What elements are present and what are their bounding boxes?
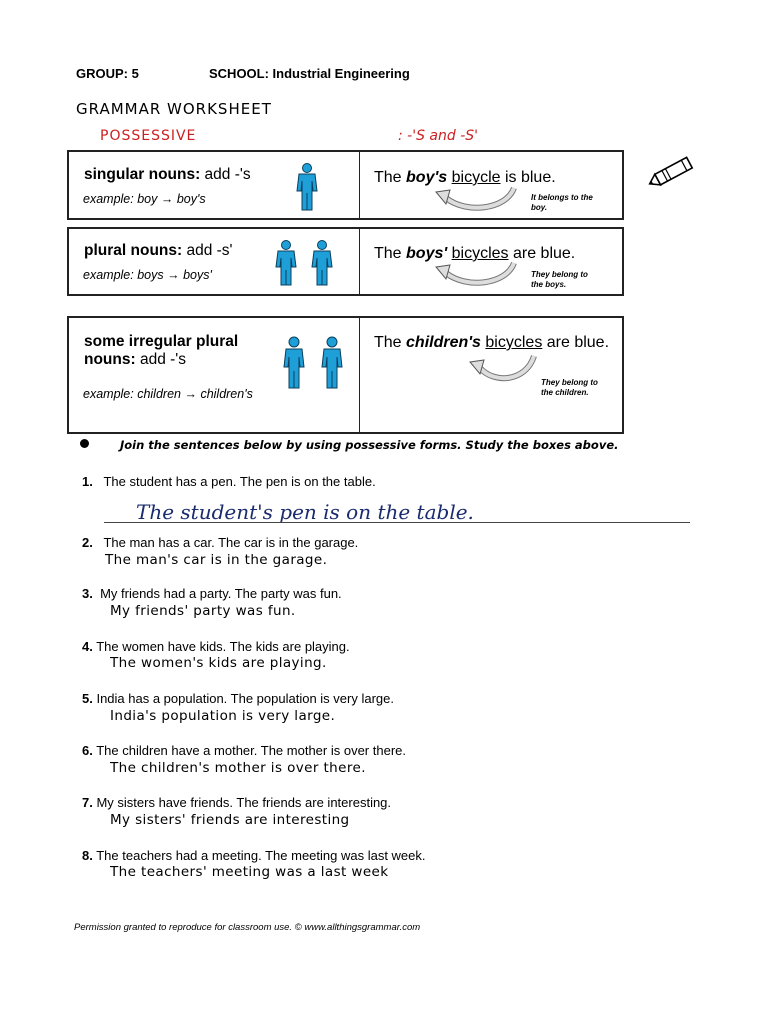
sentence-singular: The boy's bicycle is blue.: [374, 169, 556, 186]
pencil-icon: [646, 152, 702, 192]
possession-arrow-icon: [426, 259, 526, 289]
possession-arrow-icon: [426, 184, 526, 214]
rule-singular: singular nouns: add -'s: [84, 166, 251, 183]
sentence-irregular: The children's bicycles are blue.: [374, 334, 610, 351]
note-plural: They belong to the boys.: [531, 270, 588, 289]
footer-permission: Permission granted to reproduce for classroom use. © www.allthingsgrammar.com: [74, 922, 421, 933]
question-2: 2. The man has a car. The car is in the garage.: [82, 535, 359, 550]
question-5: 5. India has a population. The population is very large.: [82, 691, 394, 706]
two-people-icon: [274, 240, 338, 286]
question-6: 6. The children have a mother. The mother is over there.: [82, 743, 406, 758]
instruction-text: Join the sentences below by using possessive forms. Study the boxes above.: [120, 438, 619, 452]
answer-1[interactable]: The student's pen is on the table.: [136, 500, 474, 524]
worksheet-title: GRAMMAR WORKSHEET: [76, 100, 272, 118]
answer-6[interactable]: The children's mother is over there.: [110, 760, 366, 776]
sentence-plural: The boys' bicycles are blue.: [374, 245, 576, 262]
question-8: 8. The teachers had a meeting. The meeting was last week.: [82, 848, 426, 863]
rule-irregular: some irregular plural nouns: add -'s: [84, 333, 239, 368]
question-4: 4. The women have kids. The kids are playing.: [82, 639, 350, 654]
group-label: GROUP: 5: [76, 66, 139, 81]
possession-arrow-icon: [464, 352, 544, 386]
example-plural: example: boys → boys': [83, 268, 212, 282]
person-icon: [294, 163, 320, 211]
answer-line: [104, 522, 690, 523]
question-7: 7. My sisters have friends. The friends are interesting.: [82, 795, 392, 810]
school-label: SCHOOL: Industrial Engineering: [209, 66, 410, 81]
question-3: 3. My friends had a party. The party was fun.: [82, 586, 342, 601]
answer-7[interactable]: My sisters' friends are interesting: [110, 812, 350, 828]
answer-8[interactable]: The teachers' meeting was a last week: [110, 864, 389, 880]
note-singular: It belongs to the boy.: [531, 193, 593, 212]
subtitle-possessive: POSSESSIVE: [100, 128, 197, 144]
note-irregular: They belong to the children.: [541, 378, 598, 397]
two-people-icon: [282, 336, 346, 390]
subtitle-forms: : -'S and -S': [398, 128, 478, 144]
answer-4[interactable]: The women's kids are playing.: [110, 655, 327, 671]
example-irregular: example: children → children's: [83, 387, 253, 401]
answer-2[interactable]: The man's car is in the garage.: [105, 552, 328, 568]
question-1: 1. The student has a pen. The pen is on the table.: [82, 474, 376, 489]
answer-3[interactable]: My friends' party was fun.: [110, 603, 296, 619]
bullet-icon: [80, 439, 89, 448]
answer-5[interactable]: India's population is very large.: [110, 708, 336, 724]
example-singular: example: boy → boy's: [83, 192, 206, 206]
rule-plural: plural nouns: add -s': [84, 242, 233, 259]
